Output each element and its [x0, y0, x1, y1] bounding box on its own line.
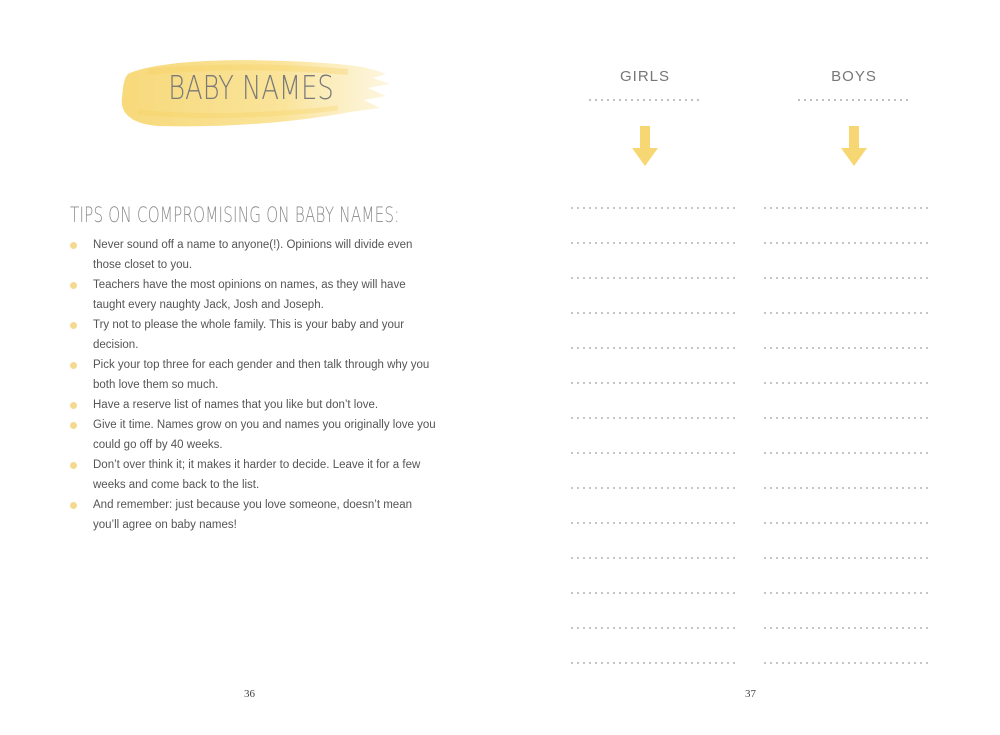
list-item [70, 315, 440, 355]
right-page [500, 0, 1000, 735]
list-item [70, 395, 440, 415]
girls-name-line[interactable] [569, 662, 739, 664]
boys-name-line[interactable] [762, 277, 932, 279]
list-item [70, 455, 440, 495]
boys-name-line[interactable] [762, 522, 932, 524]
girls-name-line[interactable] [569, 557, 739, 559]
boys-down-arrow-icon [841, 126, 867, 166]
boys-name-line[interactable] [762, 347, 932, 349]
list-item [70, 235, 440, 275]
page-title: BABY NAMES [168, 68, 334, 107]
boys-name-line[interactable] [762, 242, 932, 244]
tips-list [70, 235, 440, 535]
girls-name-line[interactable] [569, 207, 739, 209]
girls-name-line[interactable] [569, 627, 739, 629]
girls-name-line[interactable] [569, 347, 739, 349]
bullet-dot-icon [70, 362, 77, 369]
girls-name-line[interactable] [569, 592, 739, 594]
tip-text: Never sound off a name to anyone(!). Opinions will divide even those closet to you. [93, 239, 413, 271]
boys-name-line[interactable] [762, 312, 932, 314]
bullet-dot-icon [70, 242, 77, 249]
girls-heading-underline [587, 99, 703, 101]
tip-text: Teachers have the most opinions on names, as they will have taught every naughty Jack, Josh and Joseph. [93, 279, 406, 311]
bullet-dot-icon [70, 502, 77, 509]
list-item [70, 415, 440, 455]
girls-name-line[interactable] [569, 417, 739, 419]
girls-name-line[interactable] [569, 277, 739, 279]
page-number-left: 36 [244, 688, 255, 700]
page-number-right: 37 [745, 688, 756, 700]
boys-name-line[interactable] [762, 592, 932, 594]
tip-text: Pick your top three for each gender and then talk through why you both love them so much. [93, 359, 430, 391]
tip-text: Give it time. Names grow on you and names you originally love you could go off by 40 weeks. [93, 419, 436, 451]
boys-name-line[interactable] [762, 627, 932, 629]
boys-name-line[interactable] [762, 662, 932, 664]
boys-column-heading: BOYS [831, 68, 877, 85]
boys-name-line[interactable] [762, 382, 932, 384]
list-item [70, 495, 440, 535]
bullet-dot-icon [70, 322, 77, 329]
boys-name-line[interactable] [762, 487, 932, 489]
boys-name-line[interactable] [762, 417, 932, 419]
boys-name-line[interactable] [762, 207, 932, 209]
bullet-dot-icon [70, 402, 77, 409]
boys-heading-underline [796, 99, 912, 101]
bullet-dot-icon [70, 422, 77, 429]
girls-down-arrow-icon [632, 126, 658, 166]
girls-name-line[interactable] [569, 312, 739, 314]
tip-text: And remember: just because you love someone, doesn’t mean you’ll agree on baby names! [93, 499, 412, 531]
girls-name-line[interactable] [569, 242, 739, 244]
girls-name-line[interactable] [569, 452, 739, 454]
bullet-dot-icon [70, 282, 77, 289]
girls-name-line[interactable] [569, 522, 739, 524]
bullet-dot-icon [70, 462, 77, 469]
girls-name-line[interactable] [569, 487, 739, 489]
tip-text: Don’t over think it; it makes it harder to decide. Leave it for a few weeks and come back to the list. [93, 459, 421, 491]
girls-name-line[interactable] [569, 382, 739, 384]
tip-text: Have a reserve list of names that you like but don’t love. [93, 399, 379, 411]
list-item [70, 355, 440, 395]
girls-column-heading: GIRLS [619, 68, 670, 85]
tip-text: Try not to please the whole family. This is your baby and your decision. [93, 319, 405, 351]
list-item [70, 275, 440, 315]
boys-name-line[interactable] [762, 557, 932, 559]
tips-heading: TIPS ON COMPROMISING ON BABY NAMES: [70, 203, 400, 227]
boys-name-line[interactable] [762, 452, 932, 454]
